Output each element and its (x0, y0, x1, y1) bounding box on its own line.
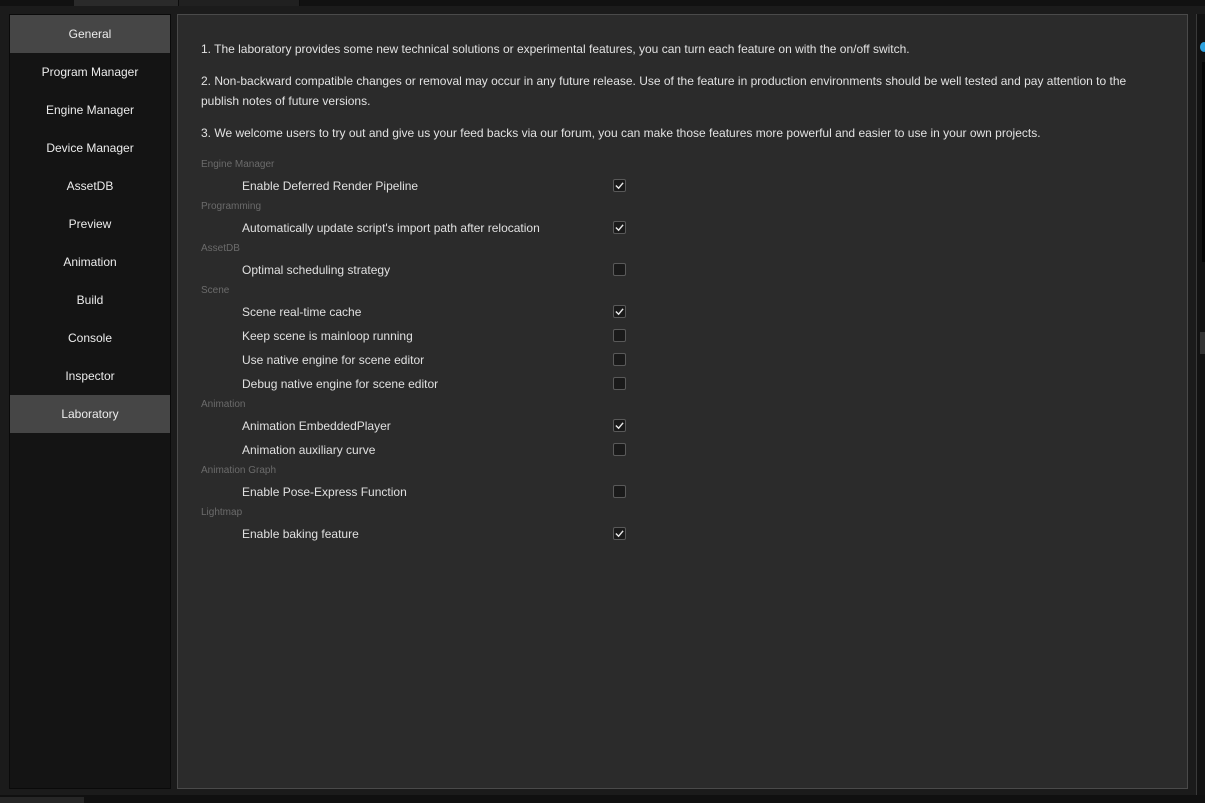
section-title-engine-manager: Engine Manager (201, 159, 275, 170)
check-icon (615, 529, 624, 538)
status-indicator-icon (1200, 42, 1205, 52)
feature-checkbox[interactable] (613, 377, 626, 390)
feature-checkbox[interactable] (613, 419, 626, 432)
feature-checkbox[interactable] (613, 485, 626, 498)
sidebar-item-device-manager[interactable]: Device Manager (46, 141, 134, 155)
status-segment (0, 797, 84, 803)
sidebar-item-engine-manager[interactable]: Engine Manager (45, 103, 135, 117)
intro-paragraph-1: 1. The laboratory provides some new technical solutions or experimental features, you can turn each feature on with the on/off switch. (201, 42, 910, 56)
feature-label: Enable Deferred Render Pipeline (242, 179, 419, 193)
feature-checkbox[interactable] (613, 305, 626, 318)
feature-row (201, 348, 641, 372)
feature-checkbox[interactable] (613, 329, 626, 342)
window-tab-active[interactable] (74, 0, 178, 6)
feature-row (201, 258, 641, 282)
sidebar-item-inspector[interactable]: Inspector (65, 369, 115, 383)
intro-paragraph-2: 2. Non-backward compatible changes or removal may occur in any future release. Use of the feature in production environments should be well tested and pay attention to the publish notes of future versions. (201, 74, 1127, 108)
sidebar-item-console[interactable]: Console (67, 331, 113, 345)
feature-label: Animation EmbeddedPlayer (242, 419, 391, 433)
feature-label: Keep scene is mainloop running (242, 329, 413, 343)
preferences-sidebar (9, 14, 171, 789)
feature-row (201, 480, 641, 504)
check-icon (615, 307, 624, 316)
sidebar-item-laboratory[interactable]: Laboratory (10, 395, 170, 433)
sidebar-item-preview[interactable]: Preview (68, 217, 112, 231)
intro-paragraph-3: 3. We welcome users to try out and give us your feed backs via our forum, you can make those features more powerful and easier to use in your own projects. (201, 126, 1041, 140)
feature-checkbox[interactable] (613, 527, 626, 540)
laboratory-panel (177, 14, 1188, 789)
feature-label: Enable Pose-Express Function (242, 485, 407, 499)
feature-row (201, 324, 641, 348)
feature-label: Use native engine for scene editor (242, 353, 425, 367)
section-title-animation-graph: Animation Graph (201, 465, 277, 476)
feature-row (201, 522, 641, 546)
section-title-scene: Scene (201, 285, 230, 296)
feature-list (201, 156, 641, 546)
feature-checkbox[interactable] (613, 263, 626, 276)
laboratory-intro (201, 39, 1151, 155)
right-dock-strip (1196, 14, 1205, 795)
scrollbar-handle[interactable] (1200, 332, 1205, 354)
sidebar-item-assetdb[interactable]: AssetDB (66, 179, 114, 193)
sidebar-item-build[interactable]: Build (76, 293, 104, 307)
check-icon (615, 181, 624, 190)
feature-row (201, 414, 641, 438)
feature-checkbox[interactable] (613, 221, 626, 234)
feature-row (201, 300, 641, 324)
section-title-programming: Programming (201, 201, 262, 212)
feature-label: Animation auxiliary curve (242, 443, 376, 457)
feature-row (201, 216, 641, 240)
feature-label: Optimal scheduling strategy (242, 263, 391, 277)
feature-row (201, 372, 641, 396)
bottom-status-bar (0, 795, 1205, 803)
feature-checkbox[interactable] (613, 443, 626, 456)
sidebar-item-animation[interactable]: Animation (63, 255, 117, 269)
top-tab-bar (0, 0, 1205, 6)
feature-label: Automatically update script's import path after relocation (242, 221, 540, 235)
feature-row (201, 438, 641, 462)
sidebar-item-general[interactable]: General (10, 15, 170, 53)
check-icon (615, 223, 624, 232)
section-title-animation: Animation (201, 399, 246, 410)
feature-row (201, 174, 641, 198)
feature-label: Scene real-time cache (242, 305, 362, 319)
feature-label: Enable baking feature (242, 527, 359, 541)
feature-checkbox[interactable] (613, 179, 626, 192)
feature-label: Debug native engine for scene editor (242, 377, 439, 391)
check-icon (615, 421, 624, 430)
feature-checkbox[interactable] (613, 353, 626, 366)
window-tab[interactable] (178, 0, 300, 6)
sidebar-item-program-manager[interactable]: Program Manager (41, 65, 139, 79)
section-title-assetdb: AssetDB (201, 243, 240, 254)
section-title-lightmap: Lightmap (201, 507, 243, 518)
